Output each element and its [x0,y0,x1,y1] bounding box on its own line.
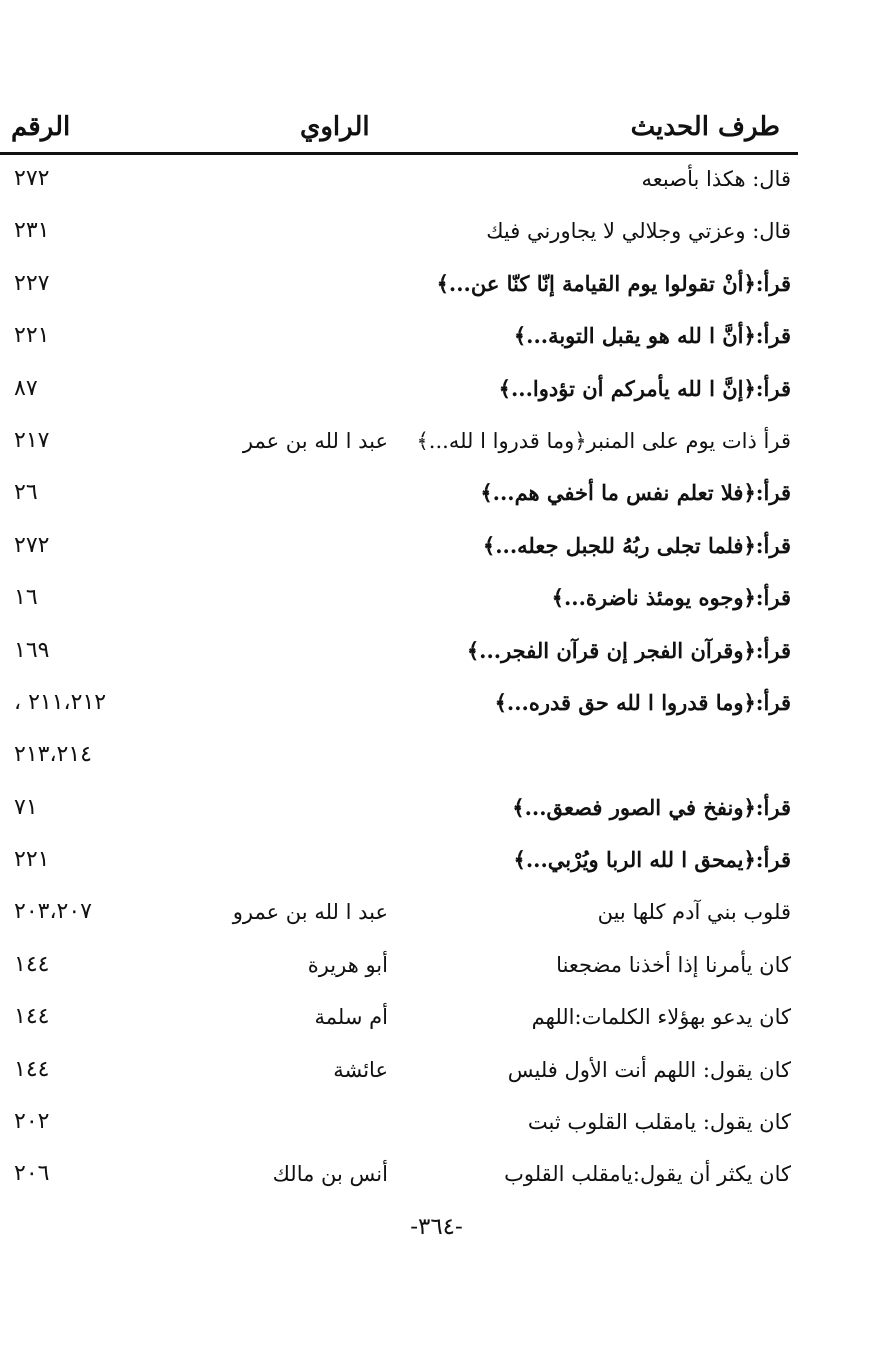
table-row [0,467,873,519]
table-row [0,782,873,834]
reference-number: ٧١ [14,794,38,820]
reference-number: ٢١٧ [14,427,50,453]
table-row [0,258,873,310]
table-row [0,886,873,938]
narrator-name: أنس بن مالك [272,1162,388,1187]
table-row [0,677,873,729]
table-row [0,991,873,1043]
hadith-text: قرأ ذات يوم على المنبر﴿وما قدروا ا لله...﴾ [416,428,791,453]
table-row [0,834,873,886]
table-row [0,1148,873,1200]
reference-number: ٢٣١ [14,218,50,244]
narrator-name: عبد ا لله بن عمر [242,428,388,453]
hadith-text: قرأ:﴿ونفخ في الصور فصعق...﴾ [512,794,791,820]
reference-number: ١٤٤ [14,1056,50,1082]
narrator-name: عبد ا لله بن عمرو [232,900,388,925]
reference-number: ٢٢٧ [14,270,50,296]
narrator-name: أبو هريرة [307,952,388,977]
table-row [0,625,873,677]
reference-number: ١٤٤ [14,1004,50,1030]
hadith-text: قرأ:﴿وقرآن الفجر إن قرآن الفجر...﴾ [466,637,791,663]
reference-number: ٢٧٢ [14,532,50,558]
narrator-name: عائشة [333,1057,388,1082]
hadith-text: كان يقول: يامقلب القلوب ثبت [527,1110,791,1135]
table-row [0,310,873,362]
hadith-text: كان يكثر أن يقول:يامقلب القلوب [504,1162,791,1187]
hadith-text: قرأ:﴿وجوه يومئذ ناضرة...﴾ [551,585,791,611]
table-row [0,205,873,257]
hadith-text: قلوب بني آدم كلها بين [597,900,791,925]
reference-number: ٢٦ [14,480,38,506]
header-narrator-title: الراوي [300,112,370,142]
table-row [0,1096,873,1148]
reference-number: ١٤٤ [14,951,50,977]
reference-number: ٢٠٣،٢٠٧ [14,899,92,925]
reference-number: ٨٧ [14,375,38,401]
reference-number: ١٦٩ [14,637,50,663]
hadith-text: كان يأمرنا إذا أخذنا مضجعنا [556,952,791,977]
reference-number: ١٦ [14,585,38,611]
header-hadith-title: طرف الحديث [630,112,780,142]
hadith-text: قرأ:﴿أنَّ ا لله هو يقبل التوبة...﴾ [513,323,791,349]
hadith-text: قرأ:﴿فلما تجلى ربُهُ للجبل جعله...﴾ [482,532,791,558]
hadith-index-table [0,153,873,1201]
reference-number: ٢١٣،٢١٤ [14,742,92,768]
hadith-text: قرأ:﴿إنَّ ا لله يأمركم أن تؤدوا...﴾ [498,375,791,401]
header-number-title: الرقم [11,112,71,142]
table-row [0,939,873,991]
reference-number: ٢٧٢ [14,166,50,191]
reference-number: ٢٠٦ [14,1161,50,1187]
hadith-text: قرأ:﴿وما قدروا ا لله حق قدره...﴾ [494,689,791,715]
table-row [0,153,873,205]
hadith-text: قال: وعزتي وجلالي لا يجاورني فيك [486,219,791,244]
reference-number: ٢١١،٢١٢ ، [14,689,107,715]
table-row [0,520,873,572]
reference-number: ٢٠٢ [14,1109,50,1135]
hadith-text: كان يدعو بهؤلاء الكلمات:اللهم [531,1005,791,1030]
table-row [0,415,873,467]
table-row [0,729,873,781]
table-row [0,572,873,624]
hadith-text: قال: هكذا بأصبعه [641,167,791,191]
table-row [0,1044,873,1096]
page-number: -٣٦٤- [410,1214,463,1240]
hadith-text: كان يقول: اللهم أنت الأول فليس [507,1057,791,1082]
hadith-text: قرأ:﴿يمحق ا لله الربا ويُرْبي...﴾ [513,847,791,873]
table-row [0,363,873,415]
hadith-text: قرأ:﴿فلا تعلم نفس ما أخفي هم...﴾ [480,480,791,506]
reference-number: ٢٢١ [14,847,50,873]
reference-number: ٢٢١ [14,323,50,349]
narrator-name: أم سلمة [314,1005,388,1030]
hadith-text: قرأ:﴿أنْ تقولوا يوم القيامة إنّا كنّا عن...﴾ [436,270,791,296]
